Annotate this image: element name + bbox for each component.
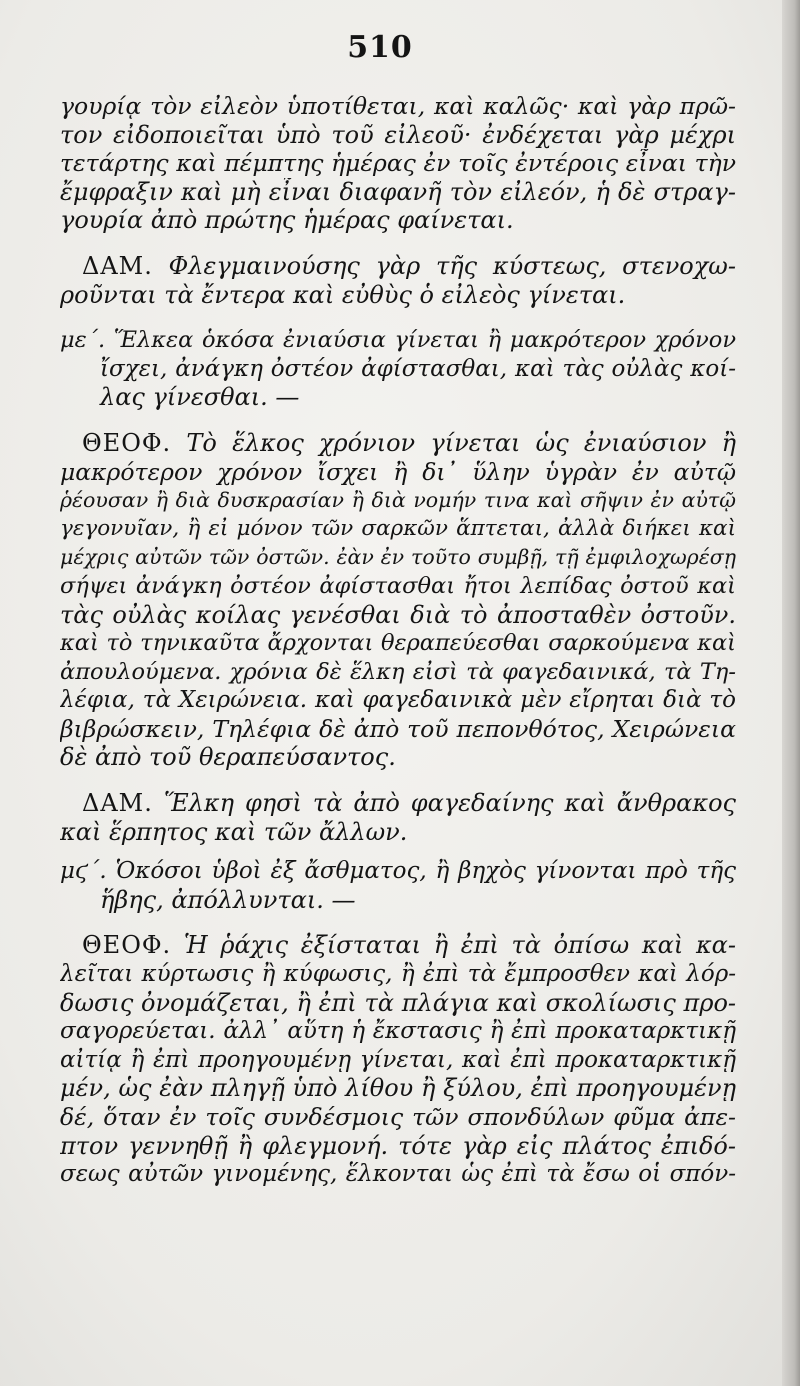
text-line: γεγονυῖαν, ἢ εἰ μόνον τῶν σαρκῶν ἅπτεται, ἀλλὰ διήκει καὶ [60, 515, 736, 541]
text-line: δὲ ἀπὸ τοῦ θεραπεύσαντος. [60, 743, 396, 772]
text-line: μακρότερον χρόνον ἴσχει ἢ δι᾽ ὕλην ὑγρὰν ἐν αὐτῷ [60, 457, 736, 486]
text-line: αἰτίᾳ ἢ ἐπὶ προηγουμένῃ γίνεται, καὶ ἐπὶ προκαταρκτικῇ [60, 1046, 736, 1073]
aphorism-line [60, 857, 736, 886]
speaker-label: ΔΑΜ. [82, 251, 153, 280]
text-line: καὶ τὸ τηνικαῦτα ἄρχονται θεραπεύεσθαι σαρκούμενα καὶ [60, 630, 736, 657]
page-text [60, 92, 736, 1189]
text-line: πτον γεννηθῇ ἢ φλεγμονή. τότε γὰρ εἰς πλάτος ἐπιδό- [60, 1131, 736, 1160]
paragraph-line [60, 429, 736, 458]
text-line: γουρίᾳ τὸν εἰλεὸν ὑποτίθεται, καὶ καλῶς· καὶ γὰρ πρῶ- [60, 92, 736, 120]
speaker-label: ΘΕΟΦ. [82, 428, 172, 457]
paragraph-line [60, 931, 736, 960]
text-line: ῥέουσαν ἢ διὰ δυσκρασίαν ἢ διὰ νομήν τινα καὶ σῆψιν ἐν αὐτῷ [60, 488, 736, 513]
text-span: Φλεγμαινούσης γὰρ τῆς κύστεως, στενοχω- [168, 251, 736, 280]
text-line: σαγορεύεται. ἀλλ᾽ αὕτη ἡ ἔκστασις ἢ ἐπὶ προκαταρκτικῇ [60, 1018, 736, 1045]
speaker-label: ΔΑΜ. [82, 789, 153, 818]
paragraph-line [60, 789, 736, 818]
text-line: ροῦνται τὰ ἔντερα καὶ εὐθὺς ὁ εἰλεὸς γίνεται. [60, 280, 626, 309]
text-line: ἥβης, ἀπόλλυνται. — [100, 885, 356, 914]
text-line: ἔμφραξιν καὶ μὴ εἶναι διαφανῆ τὸν εἰλεόν, ἡ δὲ στραγ- [60, 177, 736, 206]
text-line: τετάρτης καὶ πέμπτης ἡμέρας ἐν τοῖς ἐντέροις εἶναι τὴν [60, 149, 736, 178]
text-line: σεως αὐτῶν γινομένης, ἕλκονται ὡς ἐπὶ τὰ ἔσω οἱ σπόν- [60, 1161, 736, 1188]
text-line: λας γίνεσθαι. — [100, 383, 300, 412]
text-span: Ἕλκεα ὁκόσα ἐνιαύσια γίνεται ἢ μακρότερον χρόνον [113, 327, 736, 354]
text-line: μέν, ὡς ἐὰν πληγῇ ὑπὸ λίθου ἢ ξύλου, ἐπὶ προηγουμένῃ [60, 1074, 736, 1103]
text-span: Ἕλκη φησὶ τὰ ἀπὸ φαγεδαίνης καὶ ἄνθρακος [163, 789, 736, 818]
text-line: γουρία ἀπὸ πρώτης ἡμέρας φαίνεται. [60, 206, 514, 235]
text-line: τὰς οὐλὰς κοίλας γενέσθαι διὰ τὸ ἀποσταθὲν ὀστοῦν. [60, 600, 736, 629]
aphorism-line [60, 326, 736, 355]
paragraph-line [60, 252, 736, 281]
aphorism-number: μϛ΄. [60, 858, 107, 885]
text-span: Ὁκόσοι ὑβοὶ ἐξ ἄσθματος, ἢ βηχὸς γίνονται πρὸ τῆς [115, 858, 736, 885]
aphorism-number: με΄. [60, 327, 106, 354]
text-line: τον εἰδοποιεῖται ὑπὸ τοῦ εἰλεοῦ· ἐνδέχεται γὰρ μέχρι [60, 120, 736, 149]
speaker-label: ΘΕΟΦ. [82, 931, 172, 960]
text-line: λέφια, τὰ Χειρώνεια. καὶ φαγεδαινικὰ μὲν εἴρηται διὰ τὸ [60, 687, 736, 714]
text-line: βιβρώσκειν, Τηλέφια δὲ ἀπὸ τοῦ πεπονθότος, Χειρώνεια [60, 714, 736, 743]
text-line: καὶ ἕρπητος καὶ τῶν ἄλλων. [60, 817, 408, 846]
page-edge-shadow [782, 0, 800, 1386]
text-span: Ἡ ῥάχις ἐξίσταται ἢ ἐπὶ τὰ ὀπίσω καὶ κα- [183, 931, 736, 960]
text-line: δωσις ὀνομάζεται, ἢ ἐπὶ τὰ πλάγια καὶ σκολίωσις προ- [60, 988, 736, 1017]
text-line: μέχρις αὐτῶν τῶν ὀστῶν. ἐὰν ἐν τοῦτο συμβῇ, τῇ ἐμφιλοχωρέσῃ [60, 545, 736, 570]
page-number: 510 [347, 30, 413, 65]
text-line: ἀπουλούμενα. χρόνια δὲ ἕλκη εἰσὶ τὰ φαγεδαινικά, τὰ Τη- [60, 658, 736, 685]
text-line: λεῖται κύρτωσις ἢ κύφωσις, ἢ ἐπὶ τὰ ἔμπροσθεν καὶ λόρ- [60, 961, 736, 988]
text-line: ἴσχει, ἀνάγκη ὀστέον ἀφίστασθαι, καὶ τὰς οὐλὰς κοί- [100, 355, 736, 382]
text-line: σήψει ἀνάγκη ὀστέον ἀφίστασθαι ἤτοι λεπίδας ὀστοῦ καὶ [60, 572, 736, 599]
text-span: Τὸ ἕλκος χρόνιον γίνεται ὡς ἐνιαύσιον ἢ [186, 428, 736, 457]
text-line: δέ, ὅταν ἐν τοῖς συνδέσμοις τῶν σπονδύλων φῦμα ἀπε- [60, 1103, 736, 1131]
